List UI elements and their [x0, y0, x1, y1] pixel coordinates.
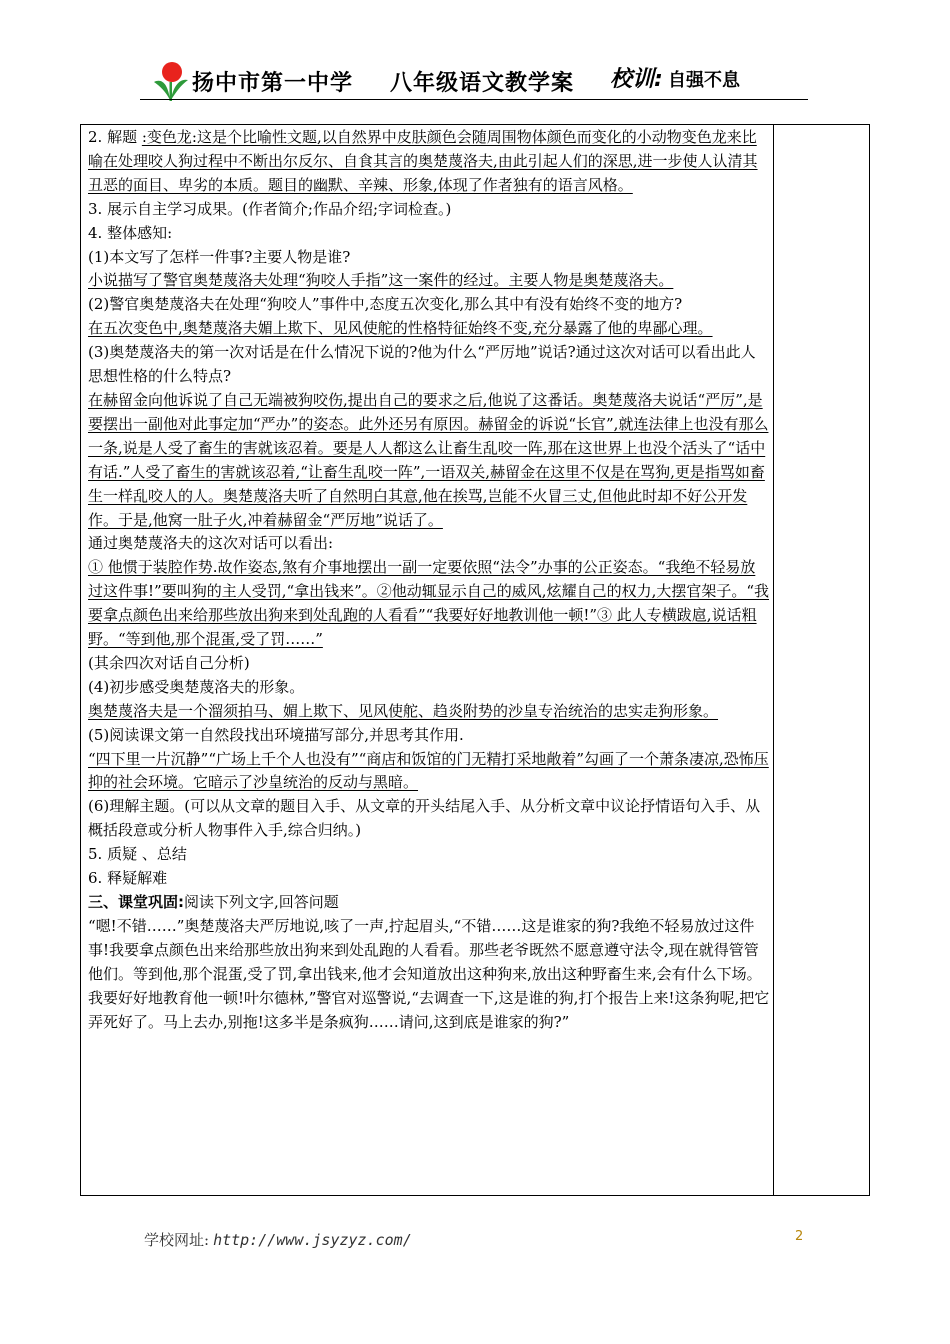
footer-label: 学校网址: — [144, 1231, 210, 1249]
item-5: 5. 质疑 、总结 — [88, 845, 187, 864]
item-3: 3. 展示自主学习成果。(作者简介;作品介绍;字词检查。) — [88, 199, 452, 218]
school-name: 扬中市第一中学 — [192, 71, 354, 96]
section-3-title: 三、课堂巩固: — [88, 893, 184, 911]
question-3-followup: 通过奥楚蔑洛夫的这次对话可以看出: — [88, 534, 334, 553]
question-2: (2)警官奥楚蔑洛夫在处理“狗咬人”事件中,态度五次变化,那么其中有没有始终不变的地方? — [88, 295, 683, 314]
page-number: 2 — [795, 1229, 804, 1244]
question-5: (5)阅读课文第一自然段找出环境描写部分,并思考其作用. — [88, 725, 464, 744]
lesson-content — [88, 126, 770, 1034]
question-1: (1)本文写了怎样一件事?主要人物是谁? — [88, 247, 351, 266]
question-6: (6)理解主题。(可以从文章的题目入手、从文章的开头结尾入手、从分析文章中议论抒情语句入手、从概括段意或分析人物事件入手,综合归纳。) — [88, 797, 761, 840]
answer-3: 在赫留金向他诉说了自己无端被狗咬伤,提出自己的要求之后,他说了这番话。奥楚蔑洛夫说话“严厉”,是要摆出一副他对此事定加“严办”的姿态。此外还另有原因。赫留金的诉说“长官”,就连法律上也没有那么一条,说是人受了畜生的害就该忍着。要是人人都这么让畜生乱咬一阵,那在这世界上也没个活头了“话中有话.”人受了畜生的害就该忍着,“让畜生乱咬一阵”,一语双关,赫留金在这里不仅是在骂狗,更是指骂如畜生一样乱咬人的人。奥楚蔑洛夫听了自然明白其意,他在挨骂,岂能不火冒三丈,但他此时却不好公开发作。于是,他窝一肚子火,冲着赫留金“严厉地”说话了。 — [88, 390, 769, 529]
course-title: 八年级语文教学案 — [390, 71, 575, 96]
page-footer — [144, 1229, 412, 1250]
answer-5: “四下里一片沉静”“广场上千个人也没有”“商店和饭馆的门无精打采地敞着”勾画了一个萧条凄凉,恐怖压抑的社会环境。它暗示了沙皇统治的反动与黑暗。 — [88, 749, 769, 792]
question-3: (3)奥楚蔑洛夫的第一次对话是在什么情况下说的?他为什么“严厉地”说话?通过这次对话可以看出此人思想性格的什么特点? — [88, 343, 756, 386]
school-logo-icon — [150, 60, 190, 102]
item-4: 4. 整体感知: — [88, 223, 173, 242]
motto-label: 校训: — [610, 67, 663, 92]
question-4: (4)初步感受奥楚蔑洛夫的形象。 — [88, 677, 305, 696]
item-2-title-analysis — [88, 126, 770, 198]
item-6: 6. 释疑解难 — [88, 869, 168, 888]
item-2-answer: :变色龙:这是个比喻性文题,以自然界中皮肤颜色会随周围物体颜色而变化的小动物变色龙来比喻在处理咬人狗过程中不断出尔反尔、自食其言的奥楚蔑洛夫,由此引起人们的深思,进一步使人认清其丑恶的面目、卑劣的本质。题目的幽默、辛辣、形象,体现了作者独有的语言风格。 — [88, 128, 758, 194]
table-column-divider — [773, 124, 774, 1196]
page-header — [140, 58, 808, 102]
section-3-instruction: 阅读下列文字,回答问题 — [184, 893, 339, 911]
answer-1: 小说描写了警官奥楚蔑洛夫处理“狗咬人手指”这一案件的经过。主要人物是奥楚蔑洛夫。 — [88, 271, 674, 290]
reading-passage: “嗯!不错……”奥楚蔑洛夫严厉地说,咳了一声,拧起眉头,“不错……这是谁家的狗?我绝不轻易放过这件事!我要拿点颜色出来给那些放出狗来到处乱跑的人看看。那些老爷既然不愿意遵守法令,现在就得管管他们。等到他,那个混蛋,受了罚,拿出钱来,他才会知道放出这种狗来,放出这种野畜生来,会有什么下场。我要好好地教育他一顿!叶尔德林,”警官对巡警说,“去调查一下,这是谁的狗,打个报告上来!这条狗呢,把它弄死好了。马上去办,别拖!这多半是条疯狗……请问,这到底是谁家的狗?” — [88, 916, 770, 1031]
answer-2: 在五次变色中,奥楚蔑洛夫媚上欺下、见风使舵的性格特征始终不变,充分暴露了他的卑鄙心理。 — [88, 319, 713, 338]
item-2-label: 2. 解题 — [88, 128, 142, 146]
answer-4: 奥楚蔑洛夫是一个溜须拍马、媚上欺下、见风使舵、趋炎附势的沙皇专治统治的忠实走狗形象。 — [88, 701, 719, 720]
motto-text: 自强不息 — [668, 70, 740, 91]
answer-3-followup: ① 他惯于装腔作势.故作姿态,煞有介事地摆出一副一定要依照“法令”办事的公正姿态。“我绝不轻易放过这件事!”要叫狗的主人受罚,“拿出钱来”。②他动辄显示自己的威风,炫耀自己的权力,大摆官架子。“我要拿点颜色出来给那些放出狗来到处乱跑的人看看”“我要好好地教训他一顿!”③ 此人专横跋扈,说话粗野。“等到他,那个混蛋,受了罚……” — [88, 558, 770, 649]
header-rule — [140, 99, 808, 100]
note-other-dialogues: (其余四次对话自己分析) — [88, 653, 250, 672]
section-3 — [88, 891, 770, 915]
school-url-link[interactable]: http://www.jsyzyz.com/ — [213, 1231, 412, 1249]
